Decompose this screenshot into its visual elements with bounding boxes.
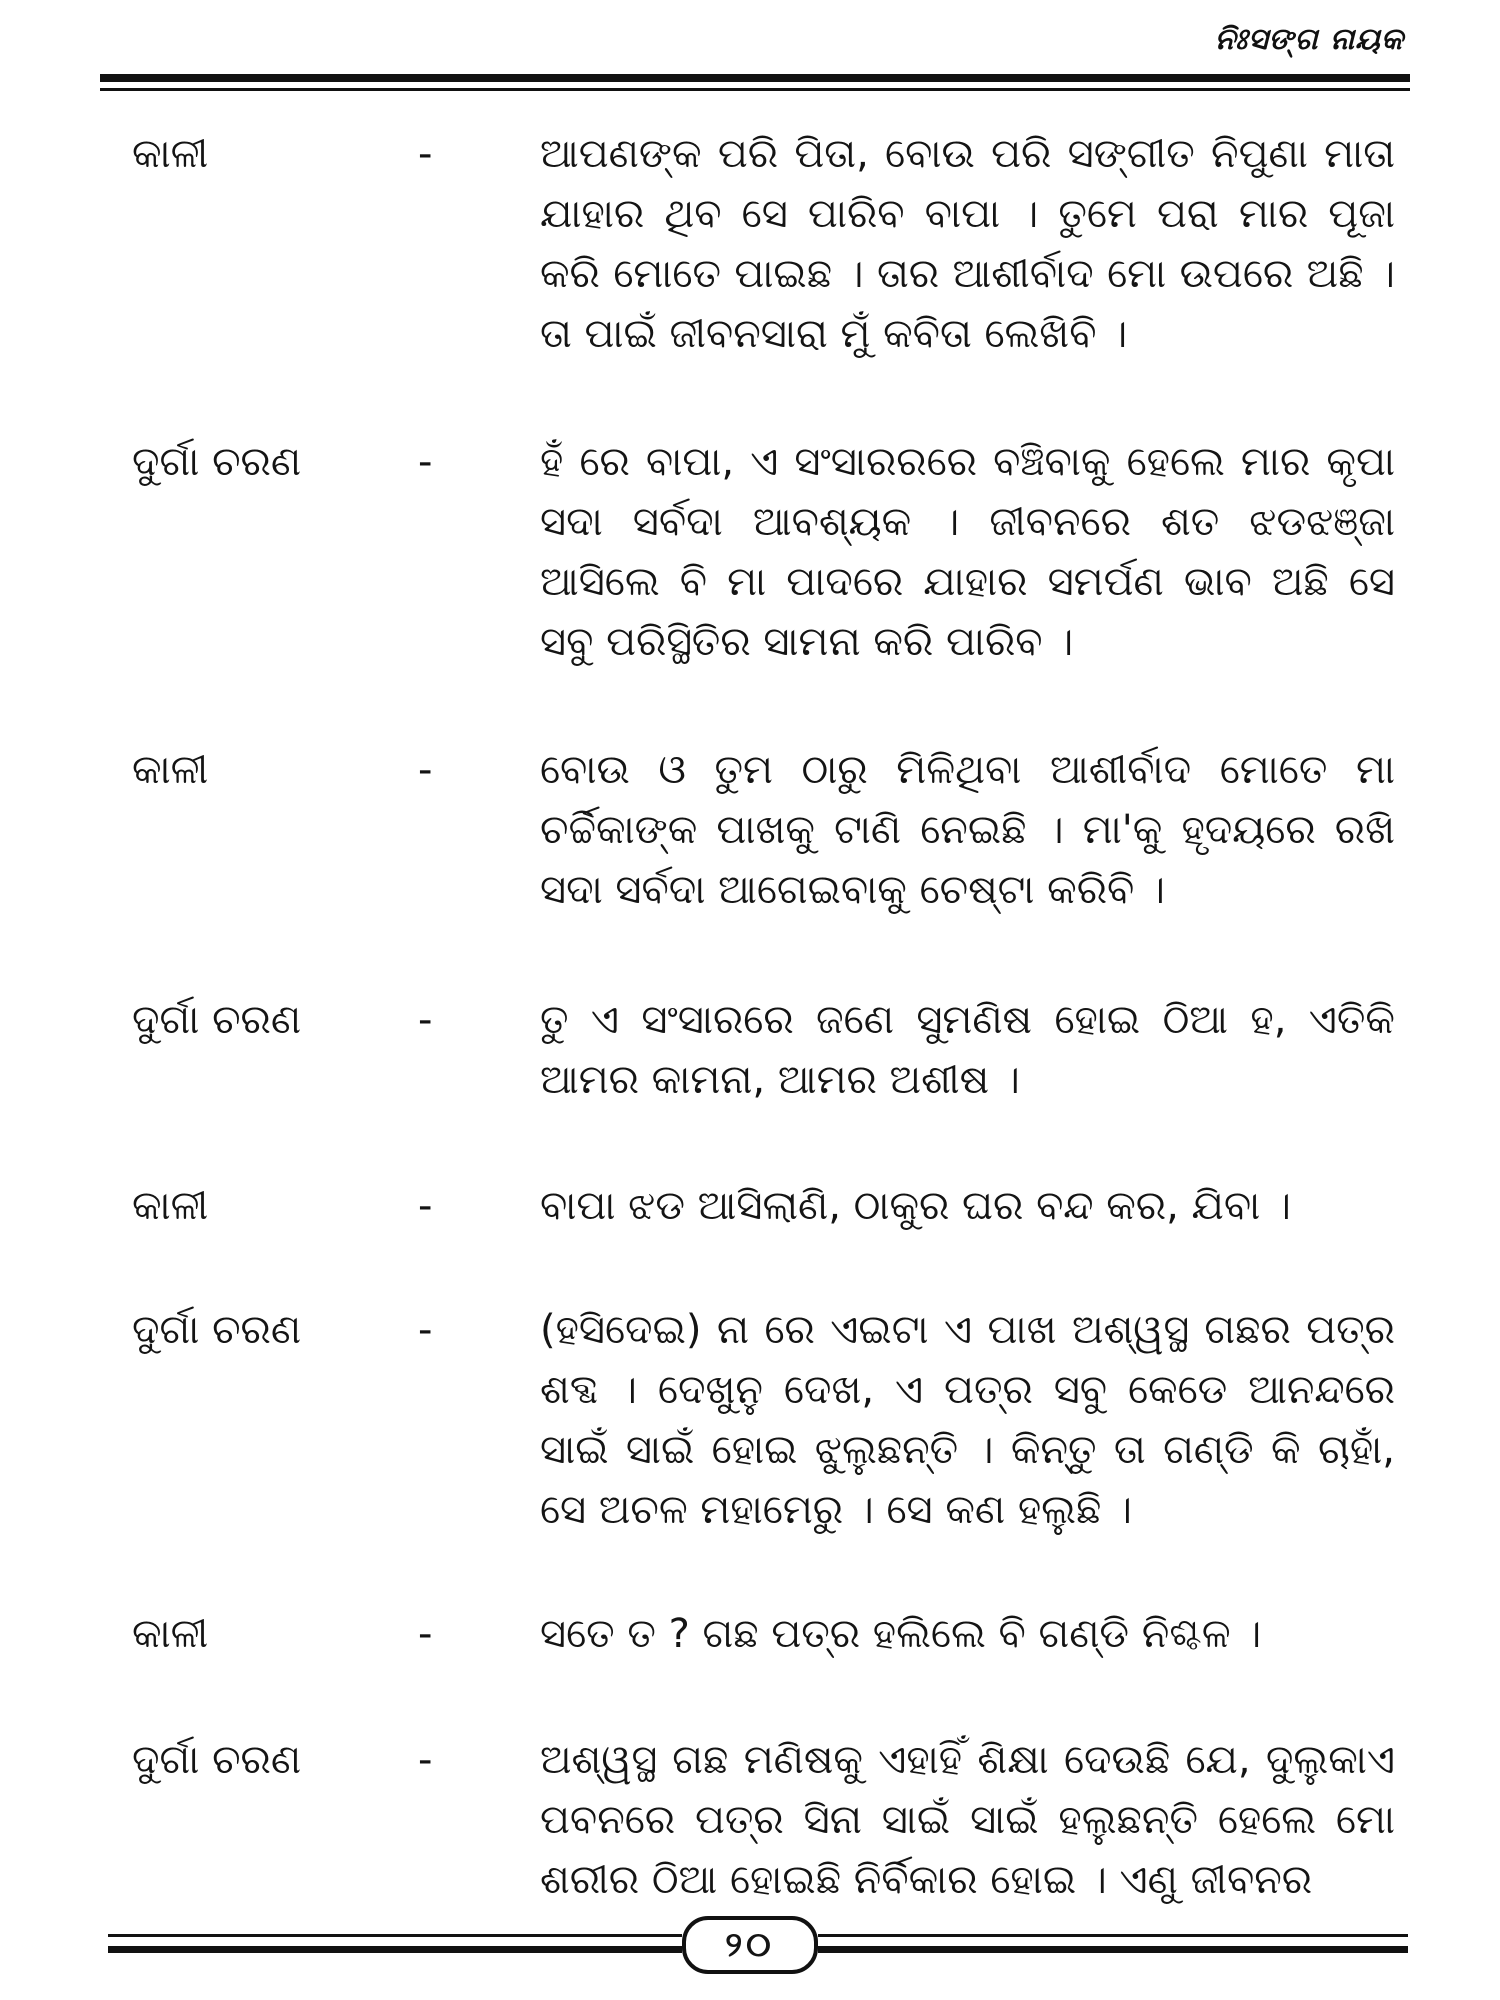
speaker-dash: - — [418, 997, 433, 1043]
speaker-name: କାଳୀ — [132, 1183, 209, 1229]
speech-text: ଅଶ୍ୱସ୍ଥ ଗଛ ମଣିଷକୁ ଏହାହିଁ ଶିକ୍ଷା ଦେଉଛି ଯେ, ଦୁଲୁକାଏ ପବନରେ ପତ୍ର ସିନା ସାଇଁ ସାଇଁ ହଲୁଛନ୍ତି ହେଲେ ମୋ ଶରୀର ଠିଆ ହୋଇଛି ନିର୍ବିକାର ହୋଇ । ଏଣୁ ଜୀବନର — [540, 1737, 1395, 1903]
speech-text: (ହସିଦେଇ) ନା ରେ ଏଇଟା ଏ ପାଖ ଅଶ୍ୱସ୍ଥ ଗଛର ପତ୍ର ଶବ୍ଦ । ଦେଖୁନୁ ଦେଖ, ଏ ପତ୍ର ସବୁ କେଡେ ଆନନ୍ଦରେ ସାଇଁ ସାଇଁ ହୋଇ ଝୁଲୁଛନ୍ତି । କିନ୍ତୁ ତା ଗଣ୍ଡି କି ଚାହାଁ, ସେ ଅଚଳ ମହାମେରୁ । ସେ କଣ ହଲୁଛି । — [540, 1307, 1395, 1533]
speaker-dash: - — [418, 1183, 433, 1229]
speech-text: ହଁ ରେ ବାପା, ଏ ସଂସାରରରେ ବଞ୍ଚିବାକୁ ହେଲେ ମାର କୃପା ସଦା ସର୍ବଦା ଆବଶ୍ୟକ । ଜୀବନରେ ଶତ ଝଡଝଞ୍ଜା ଆସିଲେ ବି ମା ପାଦରେ ଯାହାର ସମର୍ପଣ ଭାବ ଅଛି ସେ ସବୁ ପରିସ୍ଥିତିର ସାମନା କରି ପାରିବ । — [540, 439, 1395, 665]
footer-rule-right-thick — [818, 1946, 1408, 1953]
footer-rule-left-thin — [108, 1934, 682, 1937]
speech-text: ସତେ ତ ? ଗଛ ପତ୍ର ହଲିଲେ ବି ଗଣ୍ଡି ନିଶ୍ଚଳ । — [540, 1611, 1262, 1657]
speaker-dash: - — [418, 439, 433, 485]
speech-text: ବୋଉ ଓ ତୁମ ଠାରୁ ମିଳିଥିବା ଆଶୀର୍ବାଦ ମୋତେ ମା ଚର୍ଚ୍ଚିକାଙ୍କ ପାଖକୁ ଟାଣି ନେଇଛି । ମା'କୁ ହୃଦୟରେ ରଖି ସଦା ସର୍ବଦା ଆଗେଇବାକୁ ଚେଷ୍ଟା କରିବି । — [540, 747, 1395, 913]
speaker-name: କାଳୀ — [132, 747, 209, 793]
speech-text: ତୁ ଏ ସଂସାରରେ ଜଣେ ସୁମଣିଷ ହୋଇ ଠିଆ ହ, ଏତିକି ଆମର କାମନା, ଆମର ଅଶୀଷ । — [540, 997, 1395, 1103]
speaker-name: ଦୁର୍ଗା ଚରଣ — [132, 1307, 302, 1353]
speaker-name: ଦୁର୍ଗା ଚରଣ — [132, 997, 302, 1043]
speaker-name: ଦୁର୍ଗା ଚରଣ — [132, 439, 302, 485]
header-rule-thick — [100, 74, 1410, 82]
footer-rule-left-thick — [108, 1946, 682, 1953]
page-number: ୨୦ — [682, 1916, 818, 1974]
footer-rule-right-thin — [818, 1934, 1408, 1937]
speaker-name: ଦୁର୍ଗା ଚରଣ — [132, 1737, 302, 1783]
speech-text: ଆପଣଙ୍କ ପରି ପିତା, ବୋଉ ପରି ସଙ୍ଗୀତ ନିପୁଣା ମାତା ଯାହାର ଥିବ ସେ ପାରିବ ବାପା । ତୁମେ ପରା ମାର ପୂଜା କରି ମୋତେ ପାଇଛ । ତାର ଆଶୀର୍ବାଦ ମୋ ଉପରେ ଅଛି । ତା ପାଇଁ ଜୀବନସାରା ମୁଁ କବିତା ଲେଖିବି । — [540, 131, 1395, 357]
speaker-dash: - — [418, 1611, 433, 1657]
speaker-name: କାଳୀ — [132, 1611, 209, 1657]
speaker-dash: - — [418, 747, 433, 793]
speaker-dash: - — [418, 1307, 433, 1353]
speaker-name: କାଳୀ — [132, 131, 209, 177]
speaker-dash: - — [418, 1737, 433, 1783]
speech-text: ବାପା ଝଡ ଆସିଲାଣି, ଠାକୁର ଘର ବନ୍ଦ କର, ଯିବା । — [540, 1183, 1291, 1229]
speaker-dash: - — [418, 131, 433, 177]
running-title: ନିଃସଙ୍ଗ ନାୟକ — [1214, 22, 1404, 57]
header-rule-thin — [100, 88, 1410, 91]
